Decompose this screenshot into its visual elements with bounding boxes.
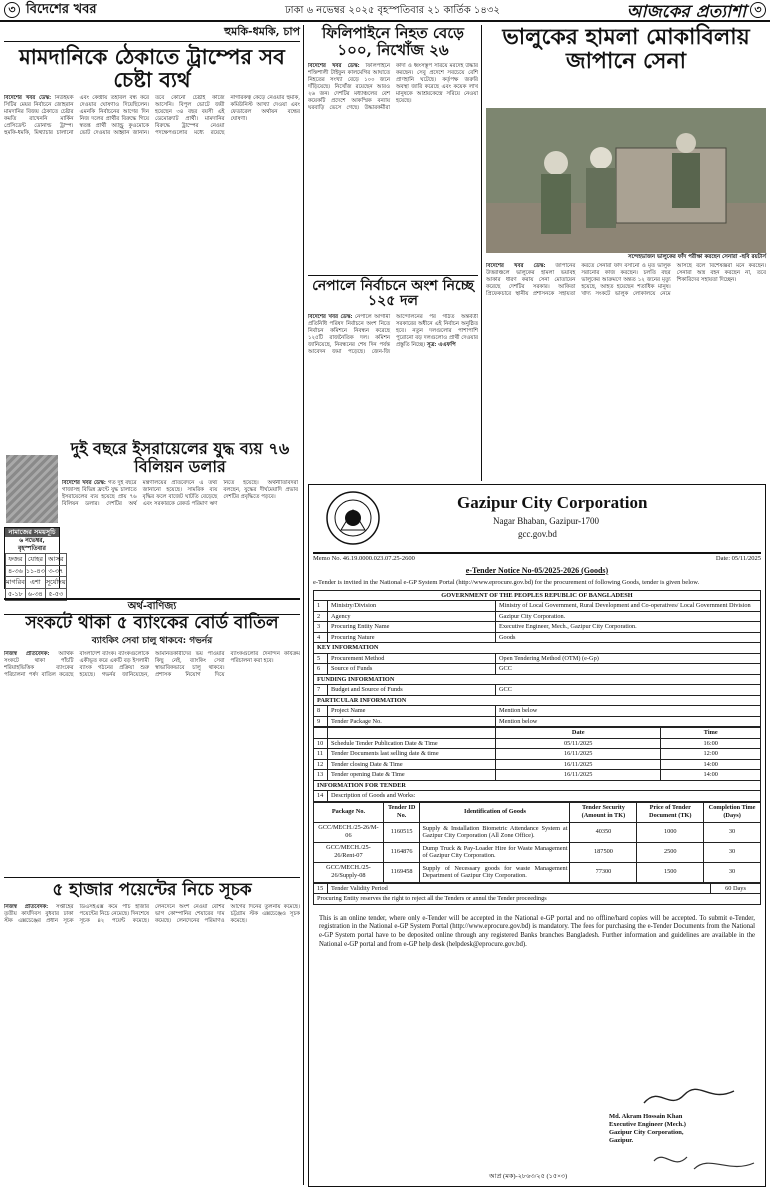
schedule-table	[313, 727, 761, 802]
tender-id: 1169458	[383, 862, 420, 882]
philippines-dateline: বিদেশের খবর ডেস্ক:	[308, 63, 360, 69]
tender-row	[314, 685, 761, 696]
row-number: 11	[314, 749, 328, 760]
mamdani-text: নিউইয়র্ক সিটির মেয়র নির্বাচনে জোহরান মামদানির বিজয় ঠেকাতে চেষ্টার কমতি রাখেননি মার্কিন প্রেসিডেন্ট ডোনাল্ড ট্রাম্প। হুমকি-ধমকি, মিথ্যাচার চালানো এবং কেন্দ্রীয় তহবিল বন্ধ করে দেওয়ার ঘোষণাও দিয়েছিলেন। এমনকি নির্বাচনের আগের দিন নিজ দলের প্রার্থীর বিরুদ্ধে গিয়ে স্বতন্ত্র প্রার্থী অ্যান্ড্রু কুওমোকে ভোট দেওয়ার আহ্বান জানান। তবে কোনো চেষ্টাই কাজে আসেনি। বিপুল ভোটে জয়ী হয়েছেন ৩৪ বছর বয়সী এই ডেমোক্র্যাট প্রার্থী। মামদানির বিরুদ্ধে ট্রাম্পের নেওয়া পদক্ষেপগুলোর মধ্যে রয়েছে নাগরিকত্ব কেড়ে নেওয়ার হুমকি, কমিউনিস্ট আখ্যা দেওয়া এবং ফেডারেল অর্থায়ন বন্ধের ঘোষণা।	[4, 95, 300, 137]
tender-advertisement	[308, 484, 766, 1187]
row-number: 6	[314, 664, 328, 675]
row-label: Tender opening Date & Time	[328, 770, 496, 781]
row-label: Project Name	[328, 706, 496, 717]
signer-org: Gazipur City Corporation,	[609, 1129, 684, 1136]
goods-row	[314, 842, 761, 862]
goods-header: Price of Tender Document (TK)	[637, 802, 704, 822]
stock-article	[4, 877, 300, 1187]
goods-header: Tender Security (Amount in TK)	[570, 802, 637, 822]
philippines-body	[308, 63, 478, 278]
economy-section-bar: অর্থ-বাণিজ্য	[4, 598, 300, 615]
nepal-headline: নেপালে নির্বাচনে অংশ নিচ্ছে ১২৫ দল	[308, 275, 478, 310]
row-time: 12:00	[661, 749, 761, 760]
gov-title: GOVERNMENT OF THE PEOPLES REPUBLIC OF BANGLADESH	[314, 590, 761, 601]
goods-header: Identification of Goods	[420, 802, 570, 822]
tender-security: 187500	[570, 842, 637, 862]
row-number: 12	[314, 759, 328, 770]
gcc-seal-icon	[325, 490, 381, 546]
soldiers-photo	[486, 108, 766, 253]
tender-intro: e-Tender is invited in the National e-GP System Portal (http://www.eprocure.gov.bd) for the procurement of following Goods, tender is given below.	[313, 578, 700, 586]
row-number: 2	[314, 611, 328, 622]
row-value: Gazipur City Corporation.	[496, 611, 761, 622]
tender-org: Gazipur City Corporation	[457, 493, 648, 512]
row-label: Tender Package No.	[328, 716, 496, 727]
bear-article	[486, 25, 766, 73]
info-tender-title: INFORMATION FOR TENDER	[314, 780, 761, 791]
page-number-left: ৩	[4, 2, 20, 18]
tender-security: 40350	[570, 822, 637, 842]
goods-header: Completion Time (Days)	[704, 802, 761, 822]
memo-row	[313, 552, 761, 564]
completion-days: 30	[704, 822, 761, 842]
row-number: 10	[314, 738, 328, 749]
row-number: 8	[314, 706, 328, 717]
row-number: 1	[314, 601, 328, 612]
signer-block	[609, 1113, 686, 1145]
prayer-time: ৩-৩৭	[45, 565, 66, 577]
nepal-text: নেপালে আগামী প্রতিনিধি পরিষদ নির্বাচনে অংশ নিতে নির্বাচন কমিশনে নিবন্ধন করেছে ১২৫টি রাজনৈতিক দল। কমিশন জানিয়েছে, নিবন্ধনের শেষ দিন পর্যন্ত আবেদন জমা পড়েছে। জেন-জি আন্দোলনের পর গঠিত অন্তর্বর্তী সরকারের অধীনে এই নির্বাচন অনুষ্ঠিত হবে। নতুন দলগুলোর পাশাপাশি পুরোনো বড় দলগুলোও প্রার্থী দেওয়ার প্রস্তুতি নিচ্ছে।	[308, 313, 478, 355]
row-number: 5	[314, 653, 328, 664]
goods-row	[314, 862, 761, 882]
prayer-head: সূর্যোদয়	[45, 577, 66, 589]
row-value: Mention below	[496, 716, 761, 727]
mamdani-body	[4, 95, 300, 432]
row-label: Description of Goods and Works:	[328, 791, 761, 802]
tender-row	[314, 601, 761, 612]
key-info-title: KEY INFORMATION	[314, 643, 761, 654]
goods-description: Dump Truck & Pay-Loader Hire for Waste Management of Gazipur City Corporation.	[420, 842, 570, 862]
prayer-head: ফজর	[6, 553, 26, 565]
stock-body	[4, 904, 300, 1187]
goods-row	[314, 822, 761, 842]
row-value: Goods	[496, 632, 761, 643]
prayer-date: ৬ নভেম্বর, বৃহস্পতিবার	[18, 536, 46, 552]
row-value: Mention below	[496, 706, 761, 717]
row-label: Procuring Entity Name	[328, 622, 496, 633]
mosque-photo	[6, 455, 58, 523]
schedule-row	[314, 770, 761, 781]
row-date: 05/11/2025	[496, 738, 661, 749]
ad-code: আপ্র (মক)-২৮৬৩/২৫ (১৫×৩)	[489, 1173, 568, 1180]
mamdani-dateline: বিদেশের খবর ডেস্ক:	[4, 95, 52, 102]
stock-headline: ৫ হাজার পয়েন্টের নিচে সূচক	[4, 877, 300, 900]
bank-text: আর্থিক সংকটে থাকা পাঁচটি শরিয়াহভিত্তিক ব্যাংকের পরিচালনা পর্ষদ বাতিল করেছে বাংলাদেশ ব্যাংক। ব্যাংকগুলোকে একীভূত করে একটি বড় ইসলামী ব্যাংক গঠনের প্রক্রিয়া শুরু হয়েছে। গভর্নর জানিয়েছেন, আমানতকারীদের ভয় পাওয়ার কিছু নেই, ব্যাংকিং সেবা স্বাভাবিকভাবে চালু থাকবে। প্রশাসক নিয়োগ দিয়ে ব্যাংকগুলোর দৈনন্দিন কার্যক্রম পরিচালনা করা হবে।	[4, 650, 300, 678]
signer-city: Gazipur.	[609, 1137, 634, 1144]
memo-date: Date: 05/11/2025	[715, 555, 761, 562]
mamdani-article	[4, 25, 300, 432]
prayer-time: ৪-৩৬	[6, 565, 26, 577]
bank-article	[4, 614, 300, 881]
prayer-title: নামাজের সময়সূচি	[5, 528, 59, 537]
philippines-article	[308, 25, 478, 278]
date-line: ঢাকা ৬ নভেম্বর ২০২৫ বৃহস্পতিবার ২১ কার্তিক ১৪৩২	[285, 5, 500, 16]
row-number: 4	[314, 632, 328, 643]
israel-body	[62, 480, 298, 575]
nepal-source: সূত্র: এএফপি	[426, 341, 456, 348]
row-value: Open Tendering Method (OTM) (e-Gp)	[496, 653, 761, 664]
bear-body	[486, 263, 766, 478]
row-value: Ministry of Local Government, Rural Development and Co-operatives/ Local Government Division	[496, 601, 761, 612]
package-no: GCC/MECH./25-26/Rent-07	[314, 842, 384, 862]
prayer-time: ৫-১৮	[6, 589, 26, 601]
rights-note: Procuring Entity reserves the right to reject all the Tenders or annul the Tender proceedings	[314, 894, 761, 905]
prayer-head: এশা	[25, 577, 45, 589]
goods-header: Tender ID No.	[383, 802, 420, 822]
mamdani-kicker: হুমকি-ধমকি, চাপ	[4, 25, 300, 42]
stamp-signature-icon	[649, 1149, 759, 1177]
row-label: Tender Documents last selling date & time	[328, 749, 496, 760]
row-label: Source of Funds	[328, 664, 496, 675]
israel-dateline: বিদেশের খবর ডেস্ক:	[62, 480, 106, 486]
completion-days: 30	[704, 842, 761, 862]
mamdani-headline: মামদানিকে ঠেকাতে ট্রাম্পের সব চেষ্টা ব্যর্থ	[19, 43, 285, 92]
philippines-headline: ফিলিপাইনে নিহত বেড়ে ১০০, নিখোঁজ ২৬	[321, 24, 465, 59]
row-time: 14:00	[661, 770, 761, 781]
prayer-head: আসর	[45, 553, 66, 565]
funding-title: FUNDING INFORMATION	[314, 674, 761, 685]
validity-table	[313, 883, 761, 905]
tender-row	[314, 611, 761, 622]
row-label: Ministry/Division	[328, 601, 496, 612]
row-value: Executive Engineer, Mech., Gazipur City Corporation.	[496, 622, 761, 633]
row-number: 7	[314, 685, 328, 696]
row-number: 13	[314, 770, 328, 781]
row-time: 16:00	[661, 738, 761, 749]
israel-text: গত দুই বছরে গাজাসহ বিভিন্ন ফ্রন্টে যুদ্ধ চালাতে ইসরায়েলের ব্যয় হয়েছে প্রায় ৭৬ বিলিয়ন ডলার। দেশটির অর্থ মন্ত্রণালয়ের প্রতিবেদনে এ তথ্য জানানো হয়েছে। সামরিক ব্যয় বৃদ্ধির ফলে বাজেট ঘাটতি বেড়েছে এবং সরকারকে রেকর্ড পরিমাণ ঋণ নিতে হয়েছে। অর্থনীতিবিদরা বলছেন, যুদ্ধের দীর্ঘমেয়াদি প্রভাব দেশটির প্রবৃদ্ধিতে পড়বে।	[62, 480, 298, 507]
row-label: Agency	[328, 611, 496, 622]
prayer-head: মাগরিব	[6, 577, 26, 589]
masthead-logo: আজকের প্রত্যাশা	[626, 2, 746, 22]
prayer-box	[4, 527, 66, 599]
row-number: 14	[314, 791, 328, 802]
row-value: GCC	[496, 685, 761, 696]
soldiers-illustration	[486, 108, 766, 253]
row-date: 16/11/2025	[496, 759, 661, 770]
tender-notice-title: e-Tender Notice No-05/2025-2026 (Goods)	[465, 565, 609, 575]
prayer-time: ৬-৩৪	[25, 589, 45, 601]
nepal-dateline: বিদেশের খবর ডেস্ক:	[308, 313, 353, 320]
tender-web: gcc.gov.bd	[518, 529, 557, 539]
tender-row	[314, 716, 761, 727]
tender-id: 1160515	[383, 822, 420, 842]
tender-id: 1164876	[383, 842, 420, 862]
section-title: বিদেশের খবর	[26, 2, 97, 18]
row-time: 14:00	[661, 759, 761, 770]
particular-title: PARTICULAR INFORMATION	[314, 695, 761, 706]
row-number: 15	[314, 883, 328, 894]
tender-security: 77300	[570, 862, 637, 882]
bank-body	[4, 651, 300, 881]
bear-dateline: বিদেশের খবর ডেস্ক:	[486, 263, 546, 269]
bank-headline: সংকটে থাকা ৫ ব্যাংকের বোর্ড বাতিল	[25, 613, 279, 633]
row-number: 9	[314, 716, 328, 727]
prayer-time: ১১-৪৩	[25, 565, 45, 577]
prayer-time: ৫-৫৩	[45, 589, 66, 601]
bear-headline: ভালুকের হামলা মোকাবিলায় জাপানে সেনা	[502, 24, 750, 75]
page-number-right: ৩	[750, 2, 766, 18]
col-time: Time	[661, 728, 761, 739]
nepal-article	[308, 275, 478, 474]
page-header	[0, 0, 770, 22]
tender-row	[314, 664, 761, 675]
package-no: GCC/MECH./25-26/M-06	[314, 822, 384, 842]
goods-header: Package No.	[314, 802, 384, 822]
col-date: Date	[496, 728, 661, 739]
row-label: Schedule Tender Publication Date & Time	[328, 738, 496, 749]
nepal-body	[308, 314, 478, 474]
schedule-row	[314, 759, 761, 770]
row-value: GCC	[496, 664, 761, 675]
row-label: Budget and Source of Funds	[328, 685, 496, 696]
prayer-table	[5, 553, 67, 601]
tender-footer: This is an online tender, where only e-Tender will be accepted in the National e-GP portal and no offline/hard copies will be accepted. To submit e-Tender, registration in the National e-GP System Portal (http://www.eprocure.gov.bd) is mandatory. The fees for purchasing the e-Tender Documents from the National e-GP System portal have to be deposited online through any registered Banks branches Bangladesh. Further information and guidelines are available in the National e-GP portal and from e-GP help desk (helpdesk@eprocure.gov.bd).	[319, 914, 755, 948]
signature-icon	[639, 1083, 739, 1113]
goods-description: Supply & Installation Biometric Attendance System at Gazipur City Corporation (All Zone Office).	[420, 822, 570, 842]
row-number: 3	[314, 622, 328, 633]
philippines-text: ফিলিপাইনে শক্তিশালী টাইফুন কালমেগির আঘাতে নিহতের সংখ্যা বেড়ে ১০০ জনে দাঁড়িয়েছে। নিখোঁজ রয়েছেন আরও ২৬ জন। দেশটির মধ্যাঞ্চলের বেশ কয়েকটি প্রদেশে আকস্মিক বন্যায় ঘরবাড়ি ভেসে গেছে। উদ্ধারকর্মীরা কাদা ও ধ্বংসস্তূপ সরিয়ে মরদেহ উদ্ধার করছেন। সেবু প্রদেশে সবচেয়ে বেশি প্রাণহানি ঘটেছে। কর্তৃপক্ষ জরুরি অবস্থা জারি করেছে এবং কয়েক লাখ মানুষকে আশ্রয়কেন্দ্রে সরিয়ে নেওয়া হয়েছে।	[308, 63, 478, 111]
validity-value: 60 Days	[711, 883, 761, 894]
package-no: GCC/MECH./25-26/Supply-08	[314, 862, 384, 882]
signer-name: Md. Akram Hossain Khan	[609, 1113, 683, 1120]
tender-row	[314, 706, 761, 717]
bank-subhead: ব্যাংকিং সেবা চালু থাকবে: গভর্নর	[91, 635, 213, 646]
row-label: Tender closing Date & Time	[328, 759, 496, 770]
row-label: Procuring Nature	[328, 632, 496, 643]
tender-row	[314, 632, 761, 643]
row-date: 16/11/2025	[496, 770, 661, 781]
schedule-row	[314, 738, 761, 749]
signer-title: Executive Engineer (Mech.)	[609, 1121, 686, 1128]
document-price: 1000	[637, 822, 704, 842]
bear-text: জাপানের উত্তরাঞ্চলে ভালুকের হামলা ভয়াবহ আকার ধারণ করায় সেনা মোতায়েন করেছে দেশটির সরকার। আকিতা প্রিফেকচারে স্থানীয় প্রশাসনকে সহায়তা করতে সেনারা ফাঁদ বসানো ও মৃত ভালুক সরানোর কাজ করছেন। চলতি বছর ভালুকের আক্রমণে অন্তত ১২ জনের মৃত্যু হয়েছে, আহত হয়েছেন শতাধিক মানুষ। খাদ্য সংকটে ভালুক লোকালয়ে নেমে আসছে বলে বিশেষজ্ঞরা মনে করছেন। সেনারা অস্ত্র বহন করছেন না, তবে শিকারিদের সহায়তা দিচ্ছেন।	[486, 263, 766, 297]
memo-number: Memo No. 46.19.0000.023.07.25-2600	[313, 555, 415, 562]
goods-table	[313, 802, 761, 883]
stock-text: সপ্তাহের তৃতীয় কার্যদিবস বুধবার ঢাকা স্টক এক্সচেঞ্জের প্রধান সূচক ডিএসইএক্স কমে পাঁচ হাজার পয়েন্টের নিচে নেমেছে। দিনশেষে সূচক ৪২ পয়েন্ট কমেছে। লেনদেনে অংশ নেওয়া বেশির ভাগ কোম্পানির শেয়ারের দাম কমেছে। লেনদেনের পরিমাণও আগের দিনের তুলনায় কমেছে। চট্টগ্রাম স্টক এক্সচেঞ্জেও সূচক কমেছে।	[4, 903, 300, 924]
document-price: 1500	[637, 862, 704, 882]
tender-table	[313, 590, 761, 728]
goods-description: Supply of Necessary goods for waste Management Department of Gazipur City Corporation.	[420, 862, 570, 882]
row-date: 16/11/2025	[496, 749, 661, 760]
schedule-row	[314, 749, 761, 760]
tender-header	[313, 488, 761, 548]
photo-caption: সন্দেহভাজন ভালুকের ফাঁদ পরীক্ষা করছেন সেনারা -ছবি রয়টার্স	[627, 254, 766, 260]
document-price: 2500	[637, 842, 704, 862]
row-label: Procurement Method	[328, 653, 496, 664]
bank-dateline: নিজস্ব প্রতিবেদক:	[4, 650, 50, 657]
validity-label: Tender Validity Period	[328, 883, 711, 894]
israel-headline: দুই বছরে ইসরায়েলের যুদ্ধ ব্যয় ৭৬ বিলিয়ন ডলার	[70, 439, 290, 476]
stock-dateline: নিজস্ব প্রতিবেদক:	[4, 903, 49, 910]
prayer-head: যোহর	[25, 553, 45, 565]
completion-days: 30	[704, 862, 761, 882]
tender-address: Nagar Bhaban, Gazipur-1700	[493, 516, 600, 526]
tender-row	[314, 622, 761, 633]
tender-row	[314, 653, 761, 664]
